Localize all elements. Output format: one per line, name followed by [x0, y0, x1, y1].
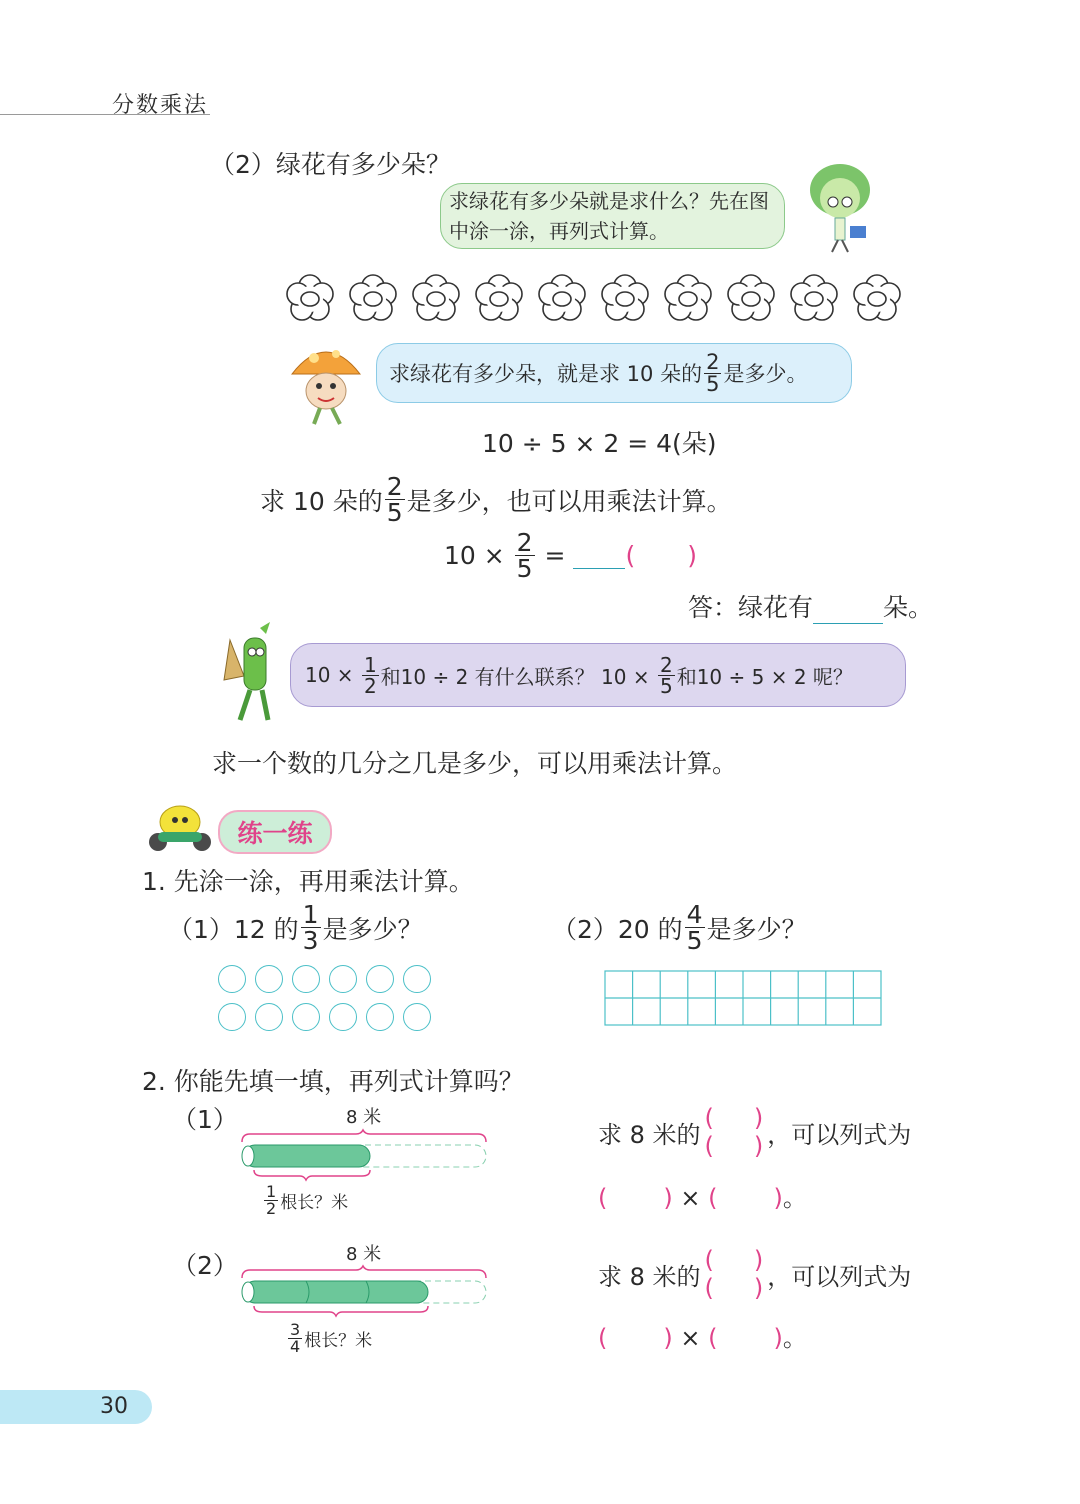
exercise-2-sub2-formula: ( ) × ( )。 — [598, 1324, 807, 1352]
circle-cell[interactable] — [403, 1003, 431, 1031]
hint-text: 求绿花有多少朵，就是求 10 朵的 — [389, 362, 703, 386]
fraction-blank[interactable]: ( ) ( ) — [704, 1246, 764, 1302]
fraction-one-half: $\frac{1}{2}$ — [363, 652, 377, 698]
exercise-2-title: 2. 你能先填一填，再列式计算吗？ — [142, 1067, 524, 1096]
exercise-1-title: 1. 先涂一涂，再用乘法计算。 — [142, 867, 474, 896]
square-grid — [604, 970, 884, 1028]
hint-bubble-blue — [376, 343, 852, 403]
header-rule — [0, 114, 210, 115]
circle-cell[interactable] — [329, 1003, 357, 1031]
flower-icon — [728, 275, 774, 320]
bar-2-caption: $\frac{3}{4}$ 根长？米 — [290, 1320, 373, 1356]
mushroom-character-icon — [286, 336, 366, 426]
hint-bubble-purple: 10 × $\frac{1}{2}$ 和10 ÷ 2 有什么联系？ 10 × $\frac{2}{5}$ 和10 ÷ 5 × 2 呢？ — [290, 643, 906, 707]
circle-grid — [218, 965, 431, 1031]
flower-icon — [791, 275, 837, 320]
exercise-2-sub1-formula: ( ) × ( )。 — [598, 1184, 807, 1212]
statement-line: 求 10 朵的 $\frac{2}{5}$ 是多少，也可以用乘法计算。 — [260, 472, 732, 527]
hint-text: 是多少。 — [723, 362, 808, 386]
flower-icon — [665, 275, 711, 320]
fraction-two-fifths: $\frac{2}{5}$ — [386, 472, 403, 527]
length-label: 8 米 — [346, 1244, 382, 1265]
bar-diagram-1 — [236, 1126, 492, 1182]
circle-cell[interactable] — [292, 965, 320, 993]
circle-cell[interactable] — [218, 1003, 246, 1031]
answer-blank[interactable] — [573, 542, 625, 569]
fraction-three-quarters: $\frac{3}{4}$ — [290, 1320, 301, 1356]
fraction-two-fifths: $\frac{2}{5}$ — [706, 349, 720, 396]
circle-cell[interactable] — [403, 965, 431, 993]
fraction-one-half: $\frac{1}{2}$ — [266, 1182, 277, 1218]
chapter-title: 分数乘法 — [112, 93, 209, 118]
fraction-one-third: $\frac{1}{3}$ — [302, 900, 319, 955]
hint-bubble-green — [440, 183, 785, 249]
equation-multiplication: 10 × $\frac{2}{5}$ = ( ) — [444, 528, 697, 583]
exercise-2-sub2-text: 求 8 米的 ( ) ( ) ，可以列式为 — [598, 1246, 912, 1302]
circle-cell[interactable] — [366, 965, 394, 993]
circle-cell[interactable] — [255, 965, 283, 993]
circle-cell[interactable] — [292, 1003, 320, 1031]
length-label: 8 米 — [346, 1107, 382, 1128]
answer-blank[interactable] — [813, 597, 883, 624]
hint-text: 求绿花有多少朵就是求什么？先在图中涂一涂，再列式计算。 — [449, 189, 769, 243]
flower-icon — [287, 275, 333, 320]
practice-badge: 练一练 — [218, 810, 332, 854]
flower-icon — [476, 275, 522, 320]
fraction-two-fifths: $\frac{2}{5}$ — [516, 528, 533, 583]
exercise-2-sub2-label: （2） — [172, 1251, 238, 1280]
equation-division: 10 ÷ 5 × 2 = 4(朵) — [482, 429, 717, 458]
cabbage-character-icon — [800, 160, 880, 255]
flower-icon — [413, 275, 459, 320]
flower-icon — [350, 275, 396, 320]
circle-cell[interactable] — [255, 1003, 283, 1031]
fraction-two-fifths: $\frac{2}{5}$ — [659, 652, 673, 698]
lemon-motorbike-icon — [140, 800, 220, 854]
exercise-1-sub2: （2）20 的 $\frac{4}{5}$ 是多少？ — [552, 900, 807, 955]
answer-line: 答：绿花有 朵。 — [688, 593, 934, 622]
pencil-character-icon — [210, 620, 290, 730]
exercise-1-sub1: （1）12 的 $\frac{1}{3}$ 是多少？ — [168, 900, 423, 955]
flower-row — [278, 270, 908, 326]
page-number-tab — [0, 1390, 152, 1424]
exercise-2-sub1-label: （1） — [172, 1105, 238, 1134]
exercise-2-sub1-text: 求 8 米的 ( ) ( ) ，可以列式为 — [598, 1104, 912, 1160]
flower-icon — [539, 275, 585, 320]
conclusion-text: 求一个数的几分之几是多少，可以用乘法计算。 — [212, 749, 738, 778]
page-number: 30 — [100, 1394, 128, 1419]
bar-diagram-2 — [236, 1262, 492, 1322]
flower-icon — [602, 275, 648, 320]
circle-cell[interactable] — [366, 1003, 394, 1031]
question-2: （2）绿花有多少朵？ — [210, 150, 451, 179]
flower-icon — [854, 275, 900, 320]
circle-cell[interactable] — [218, 965, 246, 993]
bar-1-caption: $\frac{1}{2}$ 根长？米 — [266, 1182, 349, 1218]
fraction-four-fifths: $\frac{4}{5}$ — [686, 900, 703, 955]
fraction-blank[interactable]: ( ) ( ) — [704, 1104, 764, 1160]
circle-cell[interactable] — [329, 965, 357, 993]
